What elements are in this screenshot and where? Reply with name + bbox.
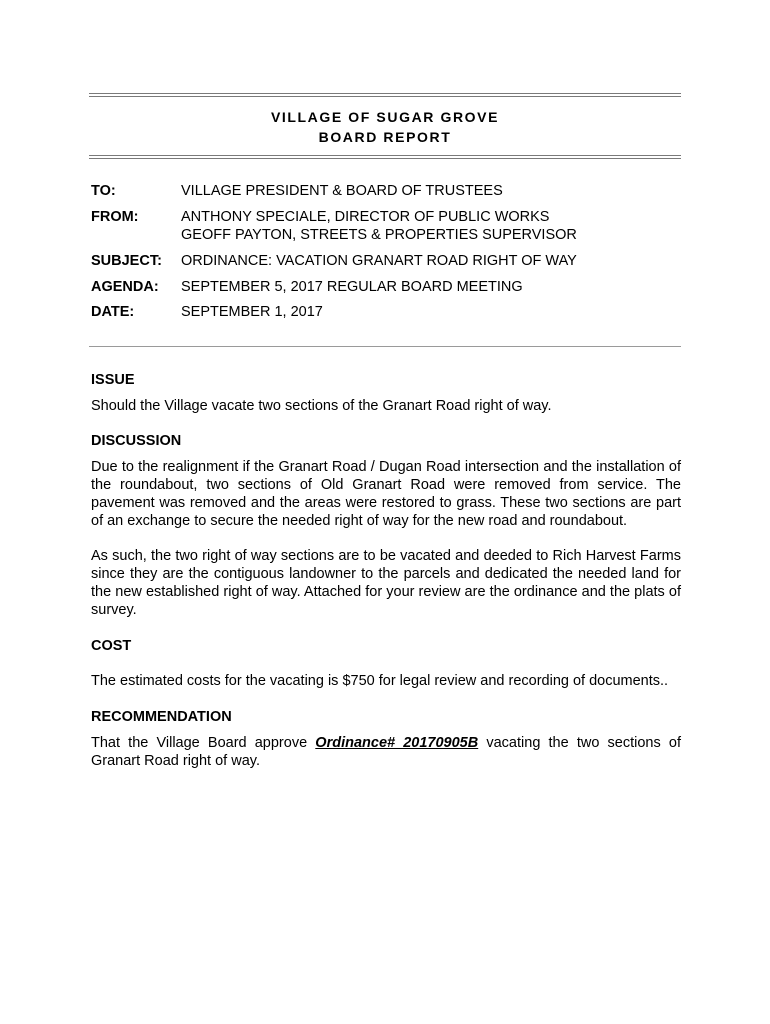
memo-subject-label: SUBJECT: [91, 253, 162, 269]
issue-heading: ISSUE [91, 372, 135, 388]
report-title-line-2: BOARD REPORT [318, 129, 452, 145]
discussion-paragraph-1: Due to the realignment if the Granart Road / Dugan Road intersection and the installation of the roundabout, two sections of Old Granart Road were removed from service. The pavement was removed and the areas were restored to grass. These two sections are part of an exchange to secure the needed right of way for the new road and roundabout. [91, 459, 681, 529]
memo-from-value-2: GEOFF PAYTON, STREETS & PROPERTIES SUPERVISOR [181, 227, 577, 243]
memo-agenda-label: AGENDA: [91, 279, 159, 295]
header-bottom-rule [89, 155, 681, 159]
recommendation-text-after: vacating the two sections of Granart Road right of way. [91, 735, 681, 769]
memo-divider [89, 346, 681, 347]
memo-from-value-1: ANTHONY SPECIALE, DIRECTOR OF PUBLIC WORKS [181, 209, 550, 225]
cost-heading: COST [91, 638, 132, 654]
memo-agenda-value: SEPTEMBER 5, 2017 REGULAR BOARD MEETING [181, 279, 523, 295]
memo-date-value: SEPTEMBER 1, 2017 [181, 304, 323, 320]
discussion-paragraph-2: As such, the two right of way sections are to be vacated and deeded to Rich Harvest Farms since they are the contiguous landowner to the parcels and dedicated the needed land for the new established right of way. Attached for your review are the ordinance and the plats of survey. [91, 548, 681, 618]
memo-date-label: DATE: [91, 304, 135, 320]
ordinance-link[interactable]: Ordinance# 20170905B [315, 735, 479, 751]
memo-from-label: FROM: [91, 209, 139, 225]
cost-text: The estimated costs for the vacating is $750 for legal review and recording of documents.. [91, 673, 669, 689]
discussion-heading: DISCUSSION [91, 433, 182, 449]
recommendation-text-before: That the Village Board approve [91, 735, 316, 751]
issue-text: Should the Village vacate two sections of the Granart Road right of way. [91, 398, 552, 414]
memo-subject-value: ORDINANCE: VACATION GRANART ROAD RIGHT OF WAY [181, 253, 577, 269]
report-title-line-1: VILLAGE OF SUGAR GROVE [270, 109, 500, 125]
recommendation-heading: RECOMMENDATION [91, 709, 232, 725]
memo-to-label: TO: [91, 183, 116, 199]
memo-to-value: VILLAGE PRESIDENT & BOARD OF TRUSTEES [181, 183, 503, 199]
recommendation-text [91, 734, 681, 770]
header-top-rule [89, 93, 681, 97]
